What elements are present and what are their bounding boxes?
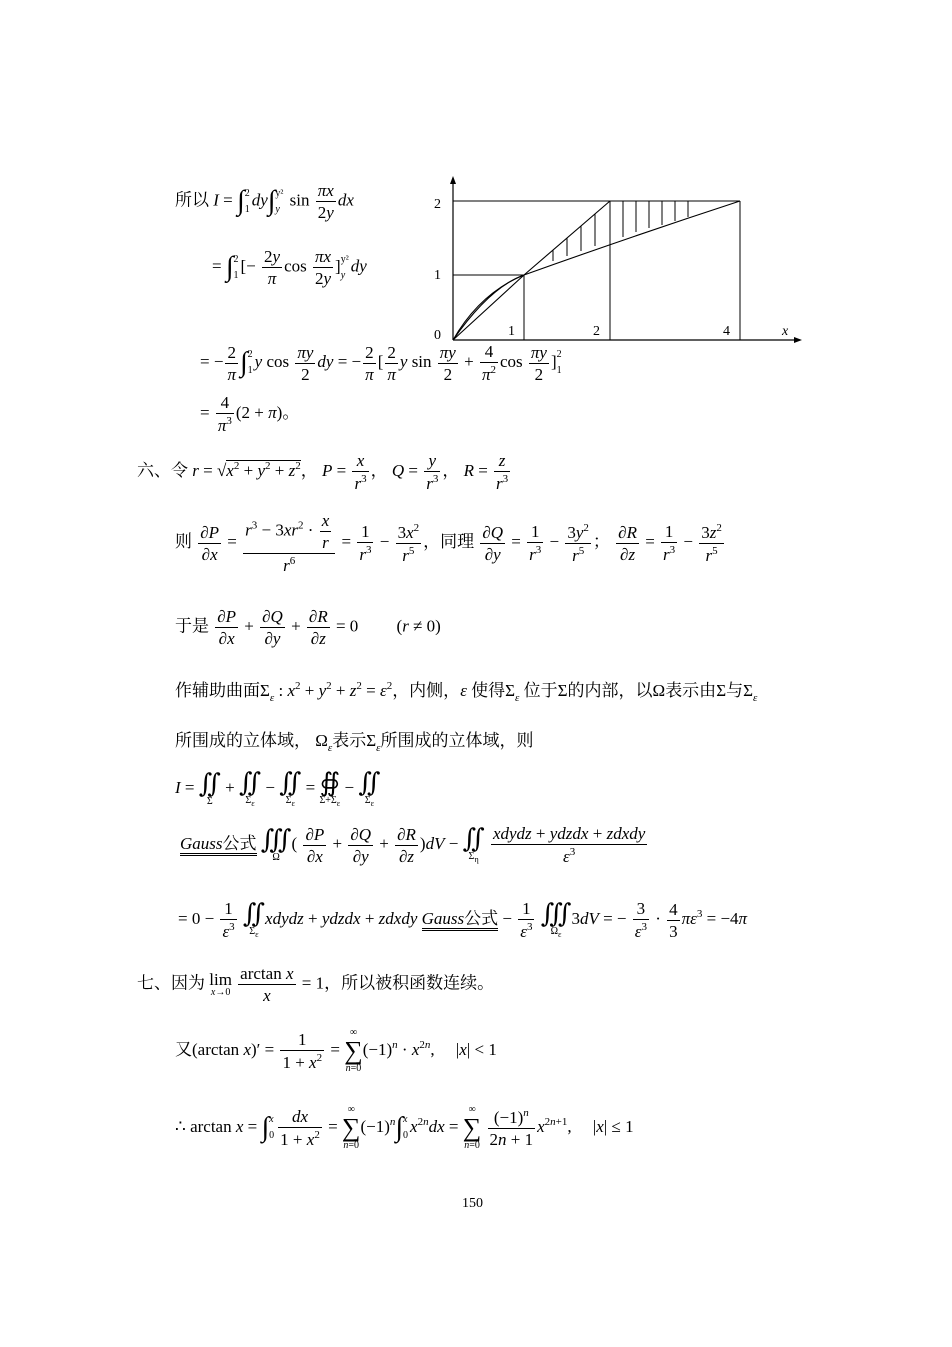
section-six-def: 六、令 $r = √x^2 + y^2 + z^2$， P = $\frac{x}{r^3}$ ， Q = $\frac{y}{r^3}$ ， R = $\frac{z}{r^3}$: [137, 451, 509, 493]
eq-arctan-derivative: 又(arctan x)′ = $\frac{1}{1 + x^2}$ = ∞ ∑ n=0 $(-1)^n \cdot x^{2n}$, |x| < 1: [175, 1027, 497, 1074]
x-tick-2: 2: [593, 324, 600, 339]
x-tick-4: 4: [723, 324, 730, 339]
y-tick-2: 2: [434, 197, 441, 212]
curve-sqrt: [453, 201, 740, 340]
eq-I-definition: 所以 I = ∫2 1 dy∫y² y sin $\frac{\pi x}{2y}$ dx: [175, 181, 354, 222]
region-text: 所围成的立体域， $\Omega_\varepsilon$表示$\Sigma_\varepsilon$所围成的立体域，则: [175, 731, 534, 754]
x-axis-label: x: [782, 324, 789, 339]
label-seven: 七、因为: [137, 973, 205, 993]
label-ze: 则: [175, 531, 192, 551]
x-tick-1: 1: [508, 324, 515, 339]
eq-divergence-zero: 于是 $\frac{\partial P}{\partial x}$ + $\frac{\partial Q}{\partial y}$ + $\frac{\partial R}{\partial z}$ = 0 (r ≠ 0): [175, 607, 441, 648]
y-axis-arrow: [450, 176, 456, 184]
label-six: 六、令: [137, 460, 188, 480]
label-tongli: 同理: [440, 531, 475, 551]
region-figure: [420, 175, 820, 355]
eq-result-five: = $\frac{4}{\pi^3}$ (2 + π)。: [200, 393, 300, 435]
eq-gauss-2: = 0 − $\frac{1}{\varepsilon^3}$ ∬ $\Sigma_\varepsilon$ xdydz + ydzdx + zdxdy Gauss公式 − $\frac{1}{\varepsilon^3}$ ∭ $\Omega_\varepsilon$ 3dV = − $\frac{3}{\varepsilon^3}$ · $\frac{4}{3}$ $\pi\varepsilon^3 = -4\pi$: [178, 898, 748, 941]
y-tick-1: 1: [434, 268, 441, 283]
curve-line: [453, 201, 610, 340]
page-number: 150: [462, 1196, 483, 1211]
eq-partials: 则 $\frac{\partial P}{\partial x}$ = $r^3 - 3xr^2$ · $\frac{x}{r}$ $r^6$ = $\frac{1}{r^3}$ − $\frac{3x^2}{r^5}$ ，同理 $\frac{\partial Q}{\partial y}$ = $\frac{1}{r^3}$ − $\frac{3y^2}{r^5}$ ； $\frac{\partial R}{\partial z}$ = $\frac{1}{r^3}$ − $\frac{3z^2}{r^5}$: [175, 511, 722, 575]
aux-surface-text: 作辅助曲面$\Sigma_\varepsilon$ : $x^2 + y^2 + z^2 = \varepsilon^2$，内侧，ε 使得$\Sigma_\varepsilon$ 位于Σ的内部，以Ω表示由Σ与$\Sigma_\varepsilon$: [175, 680, 758, 704]
hatching: [553, 201, 688, 261]
eq-step-1: = ∫2 1 [− $\frac{2y}{\pi}$ cos $\frac{\pi x}{2y}$ ]y² y dy: [212, 247, 367, 288]
y-tick-0: 0: [434, 328, 441, 343]
eq-step-2: = − $\frac{2}{\pi}$ ∫2 1 y cos $\frac{\pi y}{2}$ dy = − $\frac{2}{\pi}$ [ $\frac{2}{\pi}$ y sin $\frac{\pi y}{2}$ + $\frac{4}{\pi^2}$ cos $\frac{\pi y}{2}$ ]2 1: [200, 342, 562, 384]
eq-arctan-series: ∴ arctan x = ∫x 0 $\frac{dx}{1 + x^2}$ = ∞ ∑ n=0 $(-1)^n\int x$ 0 $x^{2n}dx$ = ∞ ∑ n=0 $\frac{(-1)^n}{2n + 1}$ $x^{2n+1}$, |x| ≤ 1: [175, 1104, 634, 1151]
label-suoyi: 所以: [175, 190, 209, 210]
eq-I-decomposition: I = ∬ Σ + ∬ $\Sigma_\varepsilon$ − ∬ $\Sigma_\varepsilon$ = ∯ $\Sigma+\Sigma_\varepsilon$ − ∬ $\Sigma_\varepsilon$: [175, 768, 381, 808]
label-yushi: 于是: [175, 616, 209, 636]
section-seven-limit: 七、因为 lim x→0 $\frac{\text{arctan x}}{x}$ = 1，所以被积函数连续。: [137, 964, 495, 1005]
x-axis-arrow: [794, 337, 802, 343]
eq-gauss-1: Gauss公式 ∭ Ω ( $\frac{\partial P}{\partial x}$ + $\frac{\partial Q}{\partial y}$ + $\frac{\partial R}{\partial z}$ )dV − ∬ $\Sigma_\eta$ $\frac{\text{xdydz + ydzdx + zdxdy}}{\varepsilon^3}$: [180, 823, 646, 866]
